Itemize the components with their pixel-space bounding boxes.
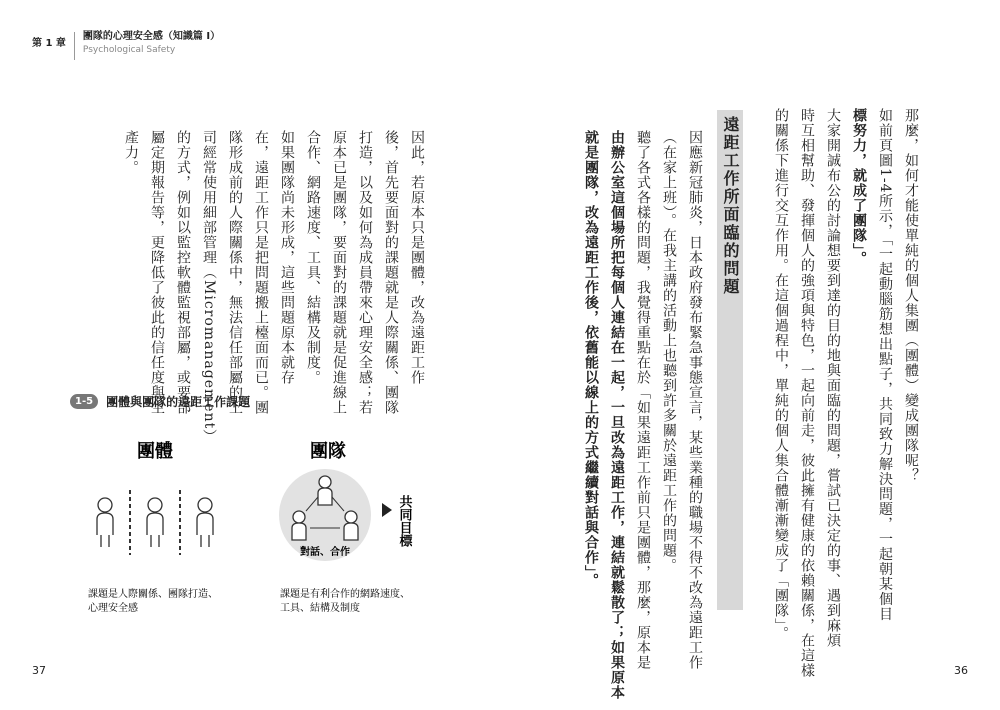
- page-number-right: 36: [954, 664, 968, 677]
- text-line: 打造，以及如何為成員帶來心理安全感；若: [357, 130, 373, 415]
- text-line: 產力。: [123, 130, 139, 175]
- header-subtitle: Psychological Safety: [82, 45, 176, 55]
- text-line: 司經常使用細部管理（Micromanagement）: [201, 130, 217, 445]
- goal-label: 共同目標: [396, 495, 412, 547]
- text-line: 隊形成前的人際關係中，無法信任部屬的上: [227, 130, 243, 415]
- right-page-body-2: [578, 130, 708, 700]
- page-number-left: 37: [32, 664, 46, 677]
- person-icon: [292, 511, 306, 540]
- text-line: 大家開誠布公的討論想要到達的目的地與面臨的問題，嘗試已決定的事、遇到麻煩: [825, 108, 841, 648]
- text-line: 那麼，如何才能使單純的個人集團（團體）變成團隊呢？: [903, 108, 919, 483]
- text-line: 的方式，例如以監控軟體監視部屬，或要部: [175, 130, 191, 415]
- team-label: 團隊: [310, 441, 346, 462]
- text-line: 聽了各式各樣的問題，我覺得重點在於「如果遠距工作前只是團體，那麼，原本是: [635, 130, 651, 670]
- right-page-body-1: [768, 108, 924, 678]
- team-caption-line: 工具、結構及制度: [280, 603, 360, 614]
- person-icon: [344, 511, 358, 540]
- figure-label: [70, 393, 250, 410]
- group-label: 團體: [137, 441, 173, 462]
- text-line: 屬定期報告等，更降低了彼此的信任度與生: [149, 130, 165, 415]
- person-icon: [97, 498, 113, 547]
- dialogue-label: 對話、合作: [300, 547, 350, 558]
- text-line: 的關係下進行交互作用。在這個過程中，單純的個人集合體漸漸變成了「團隊」。: [773, 108, 789, 641]
- text-line: 在，遠距工作只是把問題搬上檯面而已。團: [253, 130, 269, 415]
- text-line: （在家上班）。在我主講的活動上也聽到許多關於遠距工作的問題。: [661, 130, 677, 573]
- section-heading: 遠距工作所面臨的問題: [717, 110, 743, 610]
- figure-title: 團體與團隊的遠距工作課題: [106, 395, 251, 409]
- figure-number: 1-5: [70, 394, 98, 409]
- team-caption-line: 課題是有利合作的網路速度、: [280, 589, 410, 600]
- text-line: 因此，若原本只是團體，改為遠距工作: [409, 130, 425, 385]
- text-line: 後，首先要面對的課題就是人際關係、團隊: [383, 130, 399, 415]
- header-text: [75, 30, 220, 56]
- chapter-label: 第 1 章: [32, 38, 66, 49]
- group-caption-line: 課題是人際關係、團隊打造、: [88, 589, 218, 600]
- text-line: 標努力，就成了團隊」。: [851, 108, 867, 266]
- group-vs-team-diagram: [70, 425, 450, 625]
- text-line: 就是團隊，改為遠距工作後，依舊能以線上的方式繼續對話與合作」。: [583, 130, 599, 588]
- text-line: 如果團隊尚未形成，這些問題原本就存: [279, 130, 295, 385]
- text-line: 時互相幫助、發揮個人的強項與特色，一起向前走，彼此擁有健康的依賴關係，在這樣: [799, 108, 815, 678]
- text-line: 合作、網路速度、工具、結構及制度。: [305, 130, 321, 385]
- person-icon: [197, 498, 213, 547]
- group-caption-line: 心理安全感: [88, 603, 138, 614]
- text-line: 如前頁圖1-4所示，「一起動腦筋想出點子，共同致力解決問題，一起朝某個目: [877, 108, 893, 622]
- person-icon: [147, 498, 163, 547]
- text-line: 因應新冠肺炎，日本政府發布緊急事態宣言，某些業種的職場不得不改為遠距工作: [687, 130, 703, 670]
- goal-arrow-icon: [382, 503, 392, 517]
- text-line: 由辦公室這個場所把每個人連結在一起，一旦改為遠距工作，連結就鬆散了；如果原本: [609, 130, 625, 700]
- running-header: [32, 30, 220, 64]
- text-line: 原本已是團隊，要面對的課題就是促進線上: [331, 130, 347, 415]
- header-title: 團隊的心理安全感（知識篇 I）: [82, 31, 221, 42]
- person-icon: [318, 476, 332, 505]
